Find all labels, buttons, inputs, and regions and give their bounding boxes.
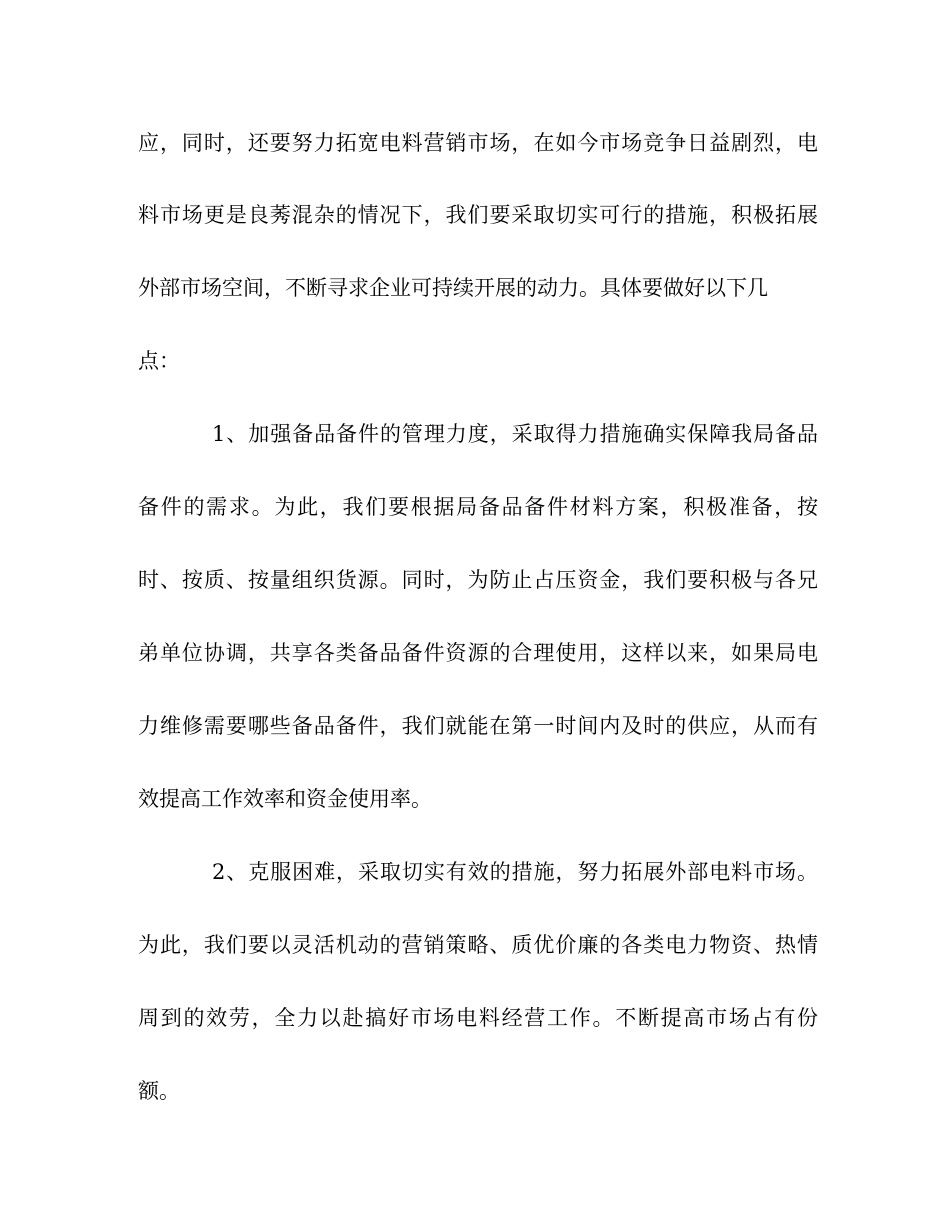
text-line-6: 备件的需求。为此，我们要根据局备品备件材料方案，积极准备，按 [138, 495, 818, 519]
text-line-2: 料市场更是良莠混杂的情况下，我们要采取切实可行的措施，积极拓展 [138, 203, 818, 227]
text-line-14: 额。 [138, 1079, 180, 1103]
text-line-11: 2、克服困难，采取切实有效的措施，努力拓展外部电料市场。 [212, 860, 818, 884]
text-line-7: 时、按质、按量组织货源。同时，为防止占压资金，我们要积极与各兄 [138, 568, 818, 592]
text-line-10: 效提高工作效率和资金使用率。 [138, 787, 432, 811]
text-line-9: 力维修需要哪些备品备件，我们就能在第一时间内及时的供应，从而有 [138, 714, 818, 738]
text-line-4: 点： [138, 349, 180, 373]
text-line-1: 应，同时，还要努力拓宽电料营销市场，在如今市场竞争日益剧烈，电 [138, 131, 818, 155]
text-line-12: 为此，我们要以灵活机动的营销策略、质优价廉的各类电力物资、热情 [138, 933, 818, 957]
text-line-13: 周到的效劳，全力以赴搞好市场电料经营工作。不断提高市场占有份 [138, 1006, 818, 1030]
text-line-3: 外部市场空间，不断寻求企业可持续开展的动力。具体要做好以下几 [138, 276, 768, 300]
text-line-8: 弟单位协调，共享各类备品备件资源的合理使用，这样以来，如果局电 [138, 641, 818, 665]
text-line-5: 1、加强备品备件的管理力度，采取得力措施确实保障我局备品 [212, 422, 818, 446]
